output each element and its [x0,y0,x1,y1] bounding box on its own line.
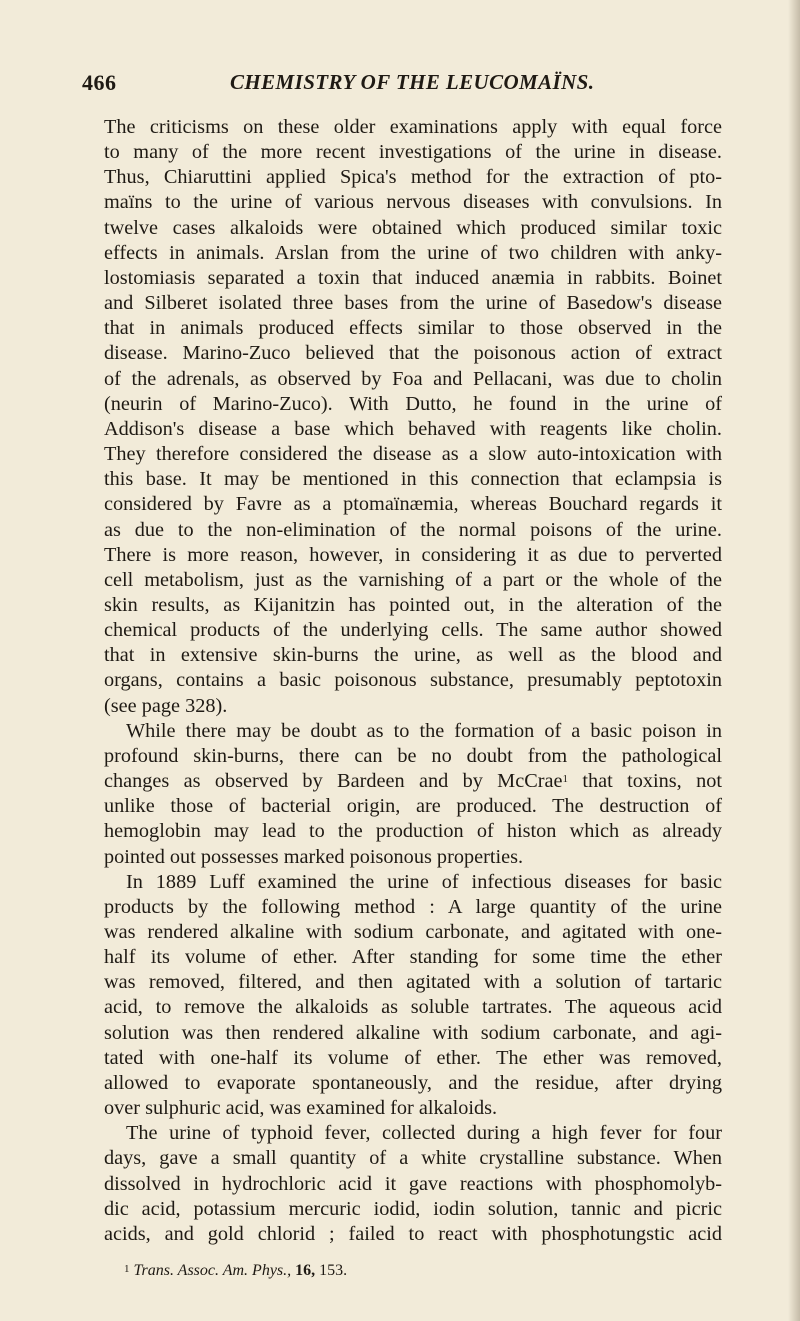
text-line: dissolved in hydrochloric acid it gave reactions with phosphomolyb- [104,1172,722,1195]
text-line: disease. Marino-Zuco believed that the poisonous action of extract [104,342,722,365]
text-line: products by the following method : A large quantity of the urine [104,895,722,918]
text-segment: that toxins, not [568,770,723,793]
text-line: days, gave a small quantity of a white crystalline substance. When [104,1147,722,1170]
text-line: twelve cases alkaloids were obtained which produced similar toxic [104,216,722,239]
text-line: acid, to remove the alkaloids as soluble tartrates. The aqueous acid [104,996,722,1019]
text-line: Addison's disease a base which behaved with reagents like cholin. [104,417,722,440]
text-line: was rendered alkaline with sodium carbonate, and agitated with one- [104,921,722,943]
text-line: Thus, Chiaruttini applied Spica's method for the extraction of pto- [104,166,722,189]
text-line-with-footnote [82,769,722,794]
paragraph-3 [82,870,722,1122]
footnote-number: 1 [124,1263,130,1275]
text-line: They therefore considered the disease as a slow auto-intoxication with [104,443,722,466]
text-line: was removed, filtered, and then agitated with a solution of tartaric [104,971,722,994]
text-line: (neurin of Marino-Zuco). With Dutto, he found in the urine of [104,392,722,415]
page-edge-shadow [788,0,800,1321]
text-line: The criticisms on these older examinations apply with equal force [104,116,722,138]
text-line: effects in animals. Arslan from the urine of two children with anky- [104,241,722,264]
text-line: lostomiasis separated a toxin that induced anæmia in rabbits. Boinet [104,266,722,289]
text-segment: changes as observed by Bardeen and by McCrae [104,770,563,793]
text-line: that in animals produced effects similar to those observed in the [104,317,722,340]
paragraph-4 [82,1121,722,1247]
text-line: cell metabolism, just as the varnishing of a part or the whole of the [104,568,722,591]
text-line: and Silberet isolated three bases from the urine of Basedow's disease [104,292,722,315]
text-line: solution was then rendered alkaline with sodium carbonate, and agi- [104,1021,722,1044]
text-line: acids, and gold chlorid ; failed to react with phosphotungstic acid [104,1222,722,1245]
page-number: 466 [82,70,117,95]
text-line: organs, contains a basic poisonous substance, presumably peptotoxin [104,669,722,692]
text-line: While there may be doubt as to the formation of a basic poison in [126,719,722,742]
text-line: unlike those of bacterial origin, are produced. The destruction of [104,795,722,818]
text-line: over sulphuric acid, was examined for alkaloids. [104,1097,498,1120]
text-line: considered by Favre as a ptomaïnæmia, whereas Bouchard regards it [104,493,722,516]
text-line: (see page 328). [104,694,228,717]
text-line: The urine of typhoid fever, collected during a high fever for four [126,1122,722,1145]
text-line: of the adrenals, as observed by Foa and Pellacani, was due to cholin [104,367,722,390]
text-line: allowed to evaporate spontaneously, and the residue, after drying [104,1071,722,1094]
text-line: profound skin-burns, there can be no doubt from the pathological [104,744,722,767]
text-line: pointed out possesses marked poisonous properties. [104,845,524,868]
paragraph-1 [82,115,722,719]
text-line: skin results, as Kijanitzin has pointed out, in the alteration of the [104,593,722,616]
text-line: half its volume of ether. After standing for some time the ether [104,946,722,969]
footnote-journal: Trans. Assoc. Am. Phys., [133,1262,292,1279]
text-line: hemoglobin may lead to the production of histon which as already [104,820,722,843]
running-title: CHEMISTRY OF THE LEUCOMAÏNS. [230,70,595,94]
text-line: In 1889 Luff examined the urine of infectious diseases for basic [126,870,722,893]
text-line: maïns to the urine of various nervous diseases with convulsions. In [104,191,722,214]
footnote-marker: 1 [562,773,569,786]
body-text [82,115,722,1247]
text-line: as due to the non-elimination of the normal poisons of the urine. [104,518,722,541]
text-line: this base. It may be mentioned in this connection that eclampsia is [104,468,722,491]
text-line: There is more reason, however, in considering it as due to perverted [104,543,722,566]
footnote-volume: 16, [295,1262,316,1279]
text-line: chemical products of the underlying cells. The same author showed [104,619,722,642]
text-line: to many of the more recent investigations of the urine in disease. [104,141,722,164]
page-header [82,70,722,104]
footnote [82,1261,764,1281]
text-line: that in extensive skin-burns the urine, as well as the blood and [104,644,722,667]
text-line: dic acid, potassium mercuric iodid, iodin solution, tannic and picric [104,1197,722,1220]
footnote-page: 153. [319,1262,348,1279]
paragraph-2 [82,719,722,870]
text-line: tated with one-half its volume of ether. The ether was removed, [104,1046,722,1069]
